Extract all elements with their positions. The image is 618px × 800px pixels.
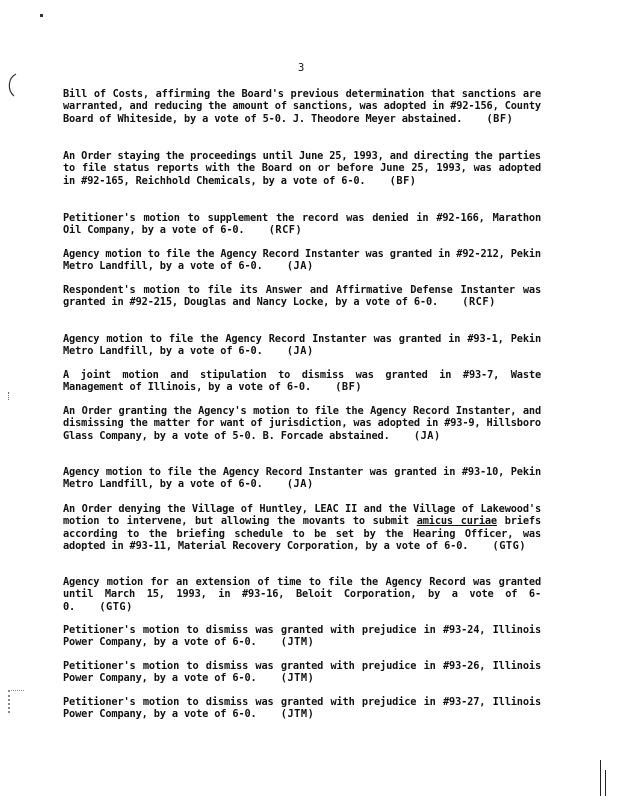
paragraph-text: Petitioner's motion to dismiss was granted with prejudice in #93-24, Illinois Power Company, by a vote of 6-0. <box>63 624 541 649</box>
paragraph-text: An Order staying the proceedings until June 25, 1993, and directing the parties to file status reports with the Board on or before June 25, 1993, was adopted in #92-165, Reichhold Chemicals, by a vote of 6-0. <box>63 150 541 187</box>
author-initials: (JA) <box>413 429 441 442</box>
paragraph-11 <box>63 576 541 613</box>
author-initials: (JA) <box>286 478 314 491</box>
paragraph-3 <box>63 212 541 237</box>
paragraph-text: Respondent's motion to file its Answer and Affirmative Defense Instanter was granted in #92-215, Douglas and Nancy Locke, by a vote of 6-0. <box>63 284 541 309</box>
author-initials: (JA) <box>286 260 314 273</box>
author-initials: (GTG) <box>492 539 527 552</box>
author-initials: (RCF) <box>268 224 303 237</box>
author-initials: (JTM) <box>280 672 315 685</box>
paragraph-text: Petitioner's motion to dismiss was granted with prejudice in #93-26, Illinois Power Company, by a vote of 6-0. <box>63 660 541 685</box>
paragraph-text: An Order granting the Agency's motion to file the Agency Record Instanter, and dismissing the matter for want of jurisdiction, was adopted in #93-9, Hillsboro Glass Company, by a vote of 5-0. B. Forcade abstained. <box>63 405 541 442</box>
paragraph-13 <box>63 660 541 685</box>
scan-dots-left <box>8 392 12 400</box>
scan-dots-lower <box>8 690 24 713</box>
paragraph-6 <box>63 333 541 358</box>
paragraph-2 <box>63 150 541 187</box>
author-initials: (BF) <box>486 112 514 125</box>
paragraph-9 <box>63 466 541 491</box>
scan-bracket-mark <box>4 72 18 98</box>
scan-right-edge-line <box>600 760 601 796</box>
author-initials: (JTM) <box>280 708 315 721</box>
paragraph-1 <box>63 88 541 125</box>
author-initials: (JA) <box>286 345 314 358</box>
paragraph-12 <box>63 624 541 649</box>
page-number: 3 <box>298 62 305 74</box>
paragraph-text: Agency motion to file the Agency Record Instanter was granted in #92-212, Pekin Metro Landfill, by a vote of 6-0. <box>63 248 541 273</box>
paragraph-text: Agency motion for an extension of time to file the Agency Record was granted until March 15, 1993, in #93-16, Beloit Corporation, by a vote of 6-0. <box>63 576 541 613</box>
paragraph-8 <box>63 405 541 442</box>
author-initials: (GTG) <box>99 600 133 613</box>
paragraph-10 <box>63 503 541 552</box>
paragraph-text: Agency motion to file the Agency Record Instanter was granted in #93-1, Pekin Metro Landfill, by a vote of 6-0. <box>63 333 541 358</box>
paragraph-7 <box>63 369 541 394</box>
paragraph-4 <box>63 248 541 273</box>
paragraph-text: A joint motion and stipulation to dismiss was granted in #93-7, Waste Management of Illinois, by a vote of 6-0. <box>63 369 541 394</box>
paragraph-5 <box>63 284 541 309</box>
amicus-curiae-term: amicus curiae <box>416 515 497 528</box>
author-initials: (BF) <box>389 174 417 187</box>
paragraph-text: Bill of Costs, affirming the Board's previous determination that sanctions are warranted, and reducing the amount of sanctions, was adopted in #92-156, County Board of Whiteside, by a vote of 5-0. J. Theodore Meyer abstained. <box>63 88 541 125</box>
paragraph-text: An Order denying the Village of Huntley, LEAC II and the Village of Lakewood's motion to intervene, but allowing the movants to submit <box>63 503 541 528</box>
paragraph-text: Agency motion to file the Agency Record Instanter was granted in #93-10, Pekin Metro Landfill, by a vote of 6-0. <box>63 466 541 491</box>
scan-speck <box>40 14 43 17</box>
paragraph-text: Petitioner's motion to supplement the record was denied in #92-166, Marathon Oil Company, by a vote of 6-0. <box>63 212 541 237</box>
author-initials: (JTM) <box>280 636 315 649</box>
paragraph-14 <box>63 696 541 721</box>
paragraph-text-continued: briefs according to the briefing schedule to be set by the Hearing Officer, was adopted in #93-11, Material Recovery Corporation, by a vote of 6-0. <box>63 515 541 552</box>
author-initials: (BF) <box>335 381 363 394</box>
author-initials: (RCF) <box>462 296 496 309</box>
scan-right-edge-line-2 <box>605 770 606 796</box>
paragraph-text: Petitioner's motion to dismiss was granted with prejudice in #93-27, Illinois Power Company, by a vote of 6-0. <box>63 696 541 721</box>
